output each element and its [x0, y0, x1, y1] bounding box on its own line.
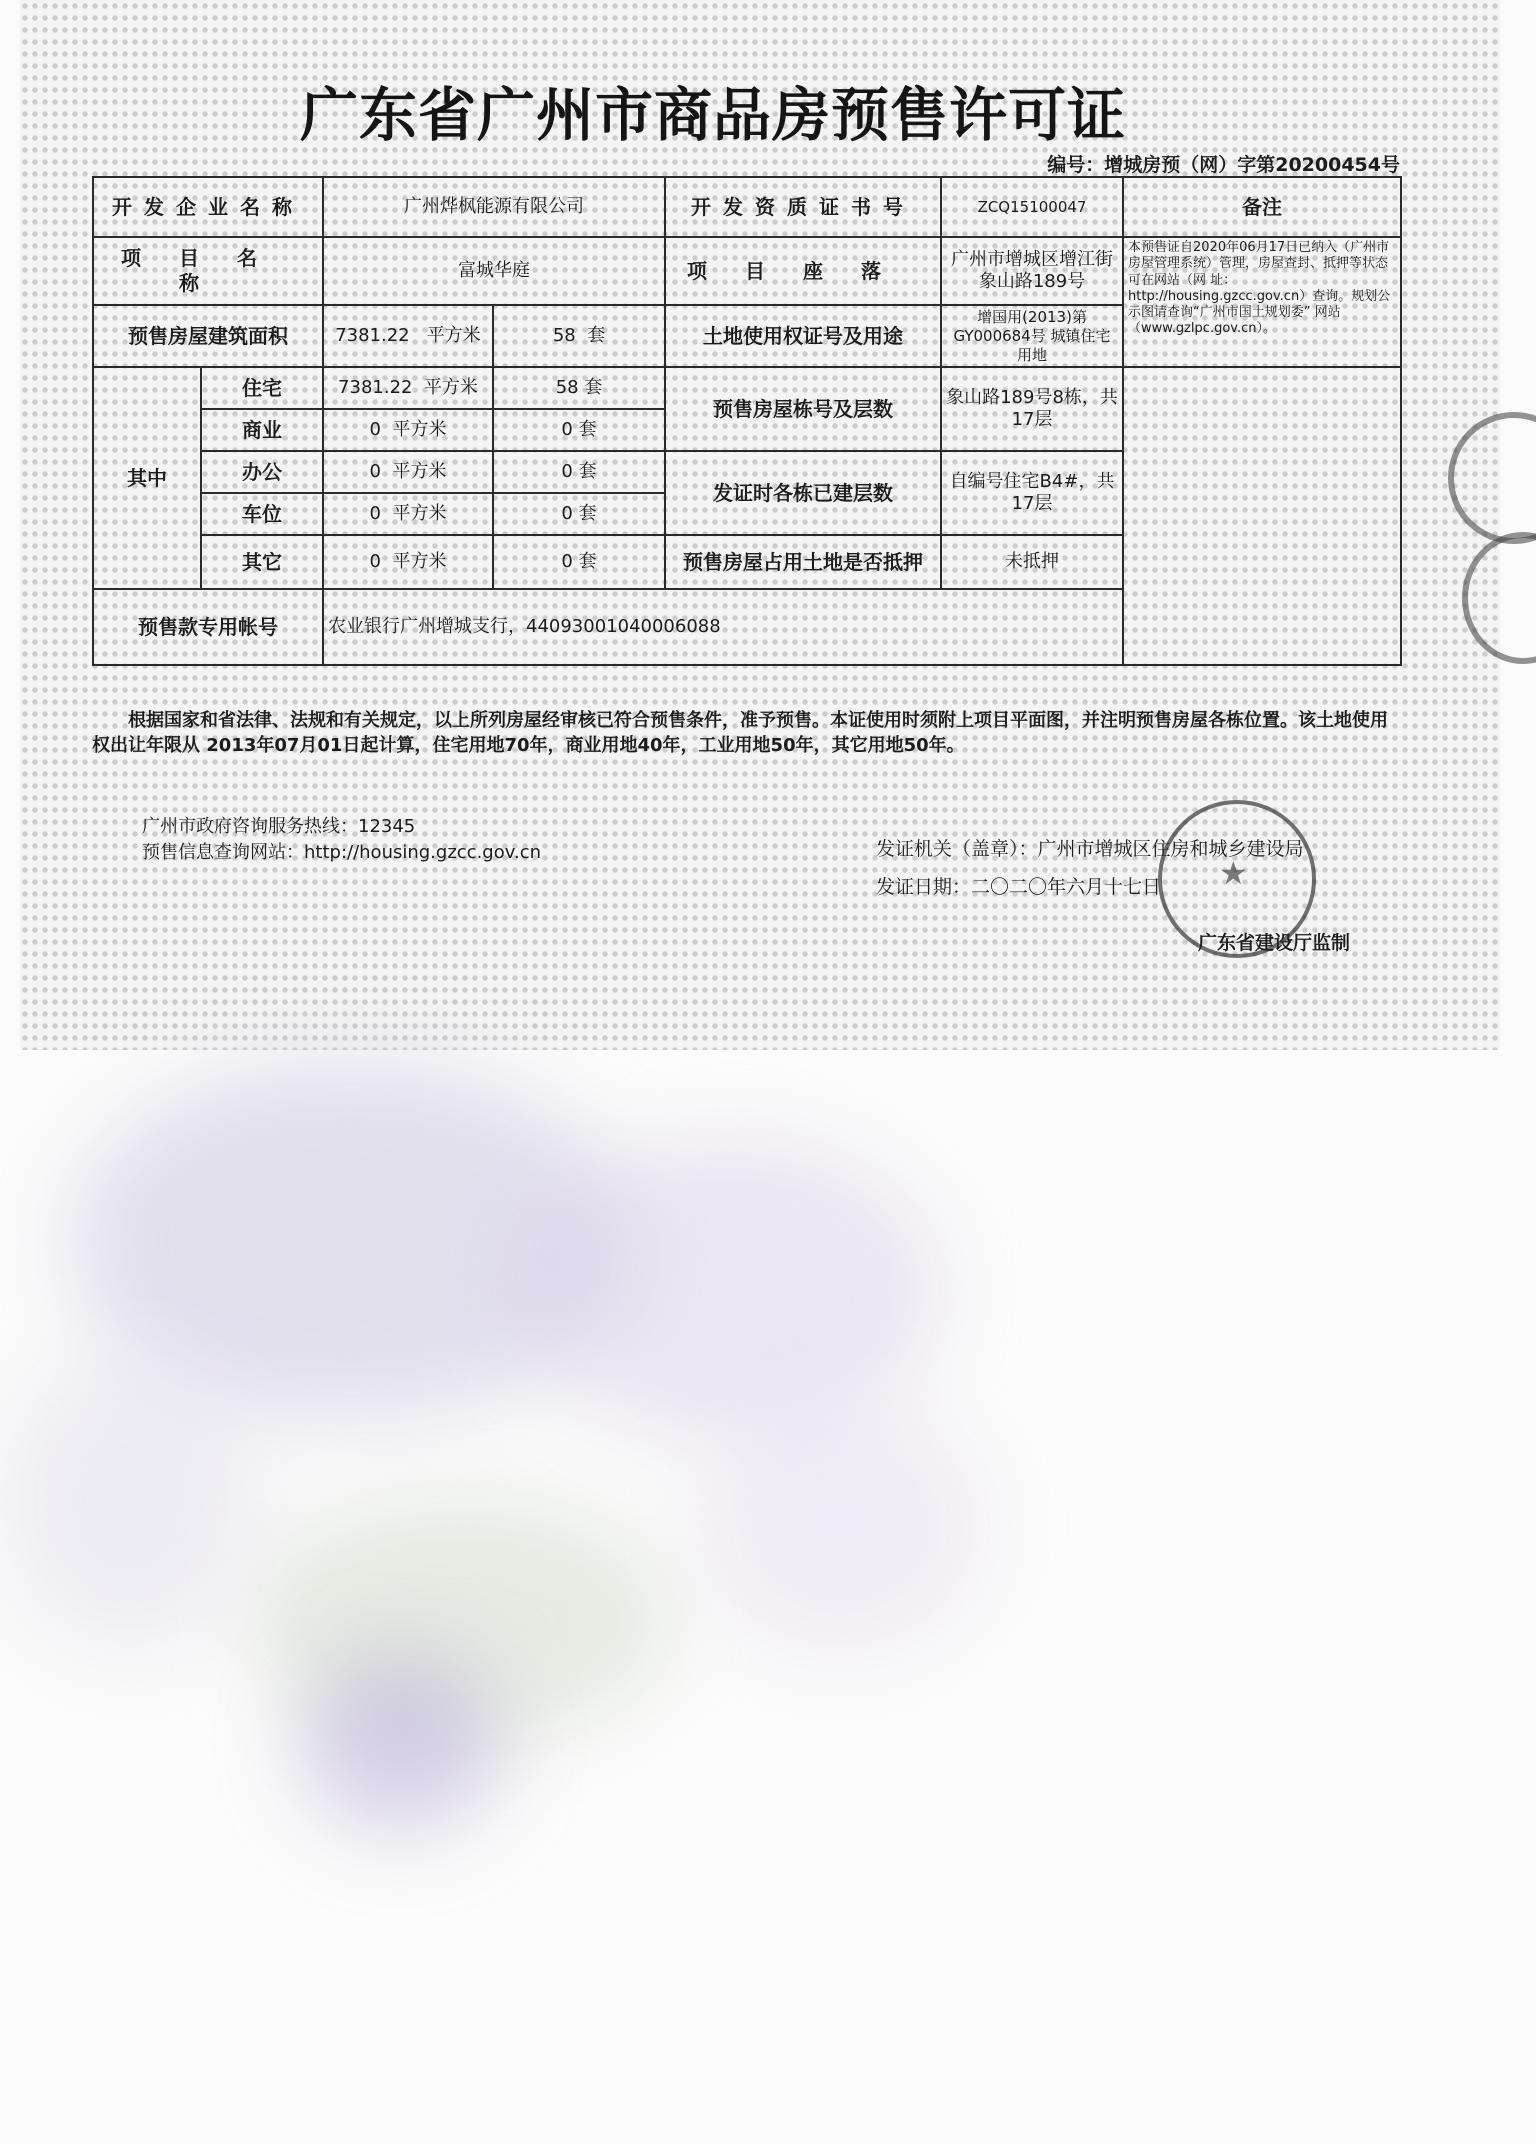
building-value: 象山路189号8栋，共17层: [941, 367, 1123, 451]
breakdown-area: [323, 367, 493, 409]
units-unit: 套: [587, 324, 606, 346]
area-number: 0: [369, 461, 381, 482]
qualification-label: 开发资质证书号: [665, 177, 941, 237]
supervisor: 广东省建设厅监制: [1198, 932, 1351, 954]
presale-area-label: 预售房屋建筑面积: [93, 305, 323, 367]
remarks-label: 备注: [1123, 177, 1401, 237]
area-number: 0: [369, 419, 381, 440]
certificate-title: 广东省广州市商品房预售许可证: [300, 81, 1127, 149]
developer-label: 开发企业名称: [93, 177, 323, 237]
account-value: 农业银行广州增城支行，44093001040006088: [323, 589, 1123, 665]
built-floors-label: 发证时各栋已建层数: [665, 451, 941, 535]
area-unit: 平方米: [423, 377, 478, 398]
presale-area-value: [323, 305, 493, 367]
area-unit: 平方米: [392, 461, 447, 482]
remarks-text: 本预售证自2020年06月17日已纳入（广州市房屋管理系统）管理，房屋查封、抵押等状态可在网站（网 址：http://housing.gzcc.gov.cn）查询。规划公示图请查询“广州市国土规划委” 网站（www.gzlpc.gov.cn）。: [1123, 237, 1401, 367]
query-website: 预售信息查询网站：http://housing.gzcc.gov.cn: [142, 842, 542, 863]
project-location-label: 项目座落: [665, 237, 941, 305]
official-seal: [1158, 800, 1316, 958]
area-number: 7381.22: [335, 324, 410, 346]
land-certificate-label: 土地使用权证号及用途: [665, 305, 941, 367]
area-unit: 平方米: [392, 419, 447, 440]
mortgage-value: 未抵押: [941, 535, 1123, 589]
land-certificate-value: 增国用(2013)第GY000684号 城镇住宅用地: [941, 305, 1123, 367]
breakdown-type: 住宅: [201, 367, 323, 409]
count-number: 0: [561, 503, 573, 524]
legal-notes: 根据国家和省法律、法规和有关规定，以上所列房屋经审核已符合预售条件，准予预售。本证使用时须附上项目平面图，并注明预售房屋各栋位置。该土地使用权出让年限从 2013年07月01日起计算，住宅用地70年，商业用地40年，工业用地50年，其它用地50年。: [92, 710, 1388, 756]
mortgage-label: 预售房屋占用土地是否抵押: [665, 535, 941, 589]
count-number: 0: [561, 419, 573, 440]
project-name-label: 项目名称: [93, 237, 323, 305]
count-unit: 套: [578, 419, 597, 440]
area-number: 7381.22: [338, 377, 413, 398]
issuing-authority: 发证机关（盖章）：广州市增城区住房和城乡建设局: [876, 838, 1304, 860]
count-number: 0: [561, 551, 573, 572]
count-unit: 套: [578, 461, 597, 482]
breakdown-type: 其它: [201, 535, 323, 589]
building-label: 预售房屋栋号及层数: [665, 367, 941, 451]
breakdown-area: [323, 535, 493, 589]
photo-smudge: [300, 1650, 500, 1830]
photo-smudge: [520, 1140, 940, 1440]
issue-date: 发证日期：二〇二〇年六月十七日: [876, 876, 1162, 898]
account-label: 预售款专用帐号: [93, 589, 323, 665]
breakdown-count: [493, 451, 665, 493]
area-number: 0: [369, 551, 381, 572]
presale-units-value: [493, 305, 665, 367]
certificate-number: 编号：增城房预（网）字第20200454号: [1047, 154, 1400, 176]
count-number: 0: [561, 461, 573, 482]
count-number: 58: [555, 377, 579, 398]
breakdown-count: [493, 535, 665, 589]
star-icon: ★: [1219, 854, 1248, 892]
area-unit: 平方米: [426, 324, 481, 346]
breakdown-count: [493, 493, 665, 535]
area-unit: 平方米: [392, 503, 447, 524]
count-unit: 套: [578, 551, 597, 572]
built-floors-value: 自编号住宅B4#，共17层: [941, 451, 1123, 535]
photo-smudge: [700, 1400, 980, 1650]
breakdown-type: 办公: [201, 451, 323, 493]
qualification-value: ZCQ15100047: [941, 177, 1123, 237]
breakdown-area: [323, 493, 493, 535]
remarks-blank: [1123, 367, 1401, 665]
permit-table: [92, 176, 1402, 666]
area-unit: 平方米: [392, 551, 447, 572]
breakdown-area: [323, 451, 493, 493]
breakdown-count: [493, 367, 665, 409]
photo-smudge: [0, 1350, 260, 1650]
count-unit: 套: [578, 503, 597, 524]
project-location-value: 广州市增城区增江街象山路189号: [941, 237, 1123, 305]
developer-value: 广州烨枫能源有限公司: [323, 177, 665, 237]
area-number: 0: [369, 503, 381, 524]
breakdown-type: 商业: [201, 409, 323, 451]
hotline: 广州市政府咨询服务热线：12345: [142, 816, 416, 837]
count-unit: 套: [584, 377, 603, 398]
breakdown-count: [493, 409, 665, 451]
breakdown-area: [323, 409, 493, 451]
units-number: 58: [552, 324, 576, 346]
project-name-value: 富城华庭: [323, 237, 665, 305]
breakdown-label: 其中: [93, 367, 201, 589]
breakdown-type: 车位: [201, 493, 323, 535]
